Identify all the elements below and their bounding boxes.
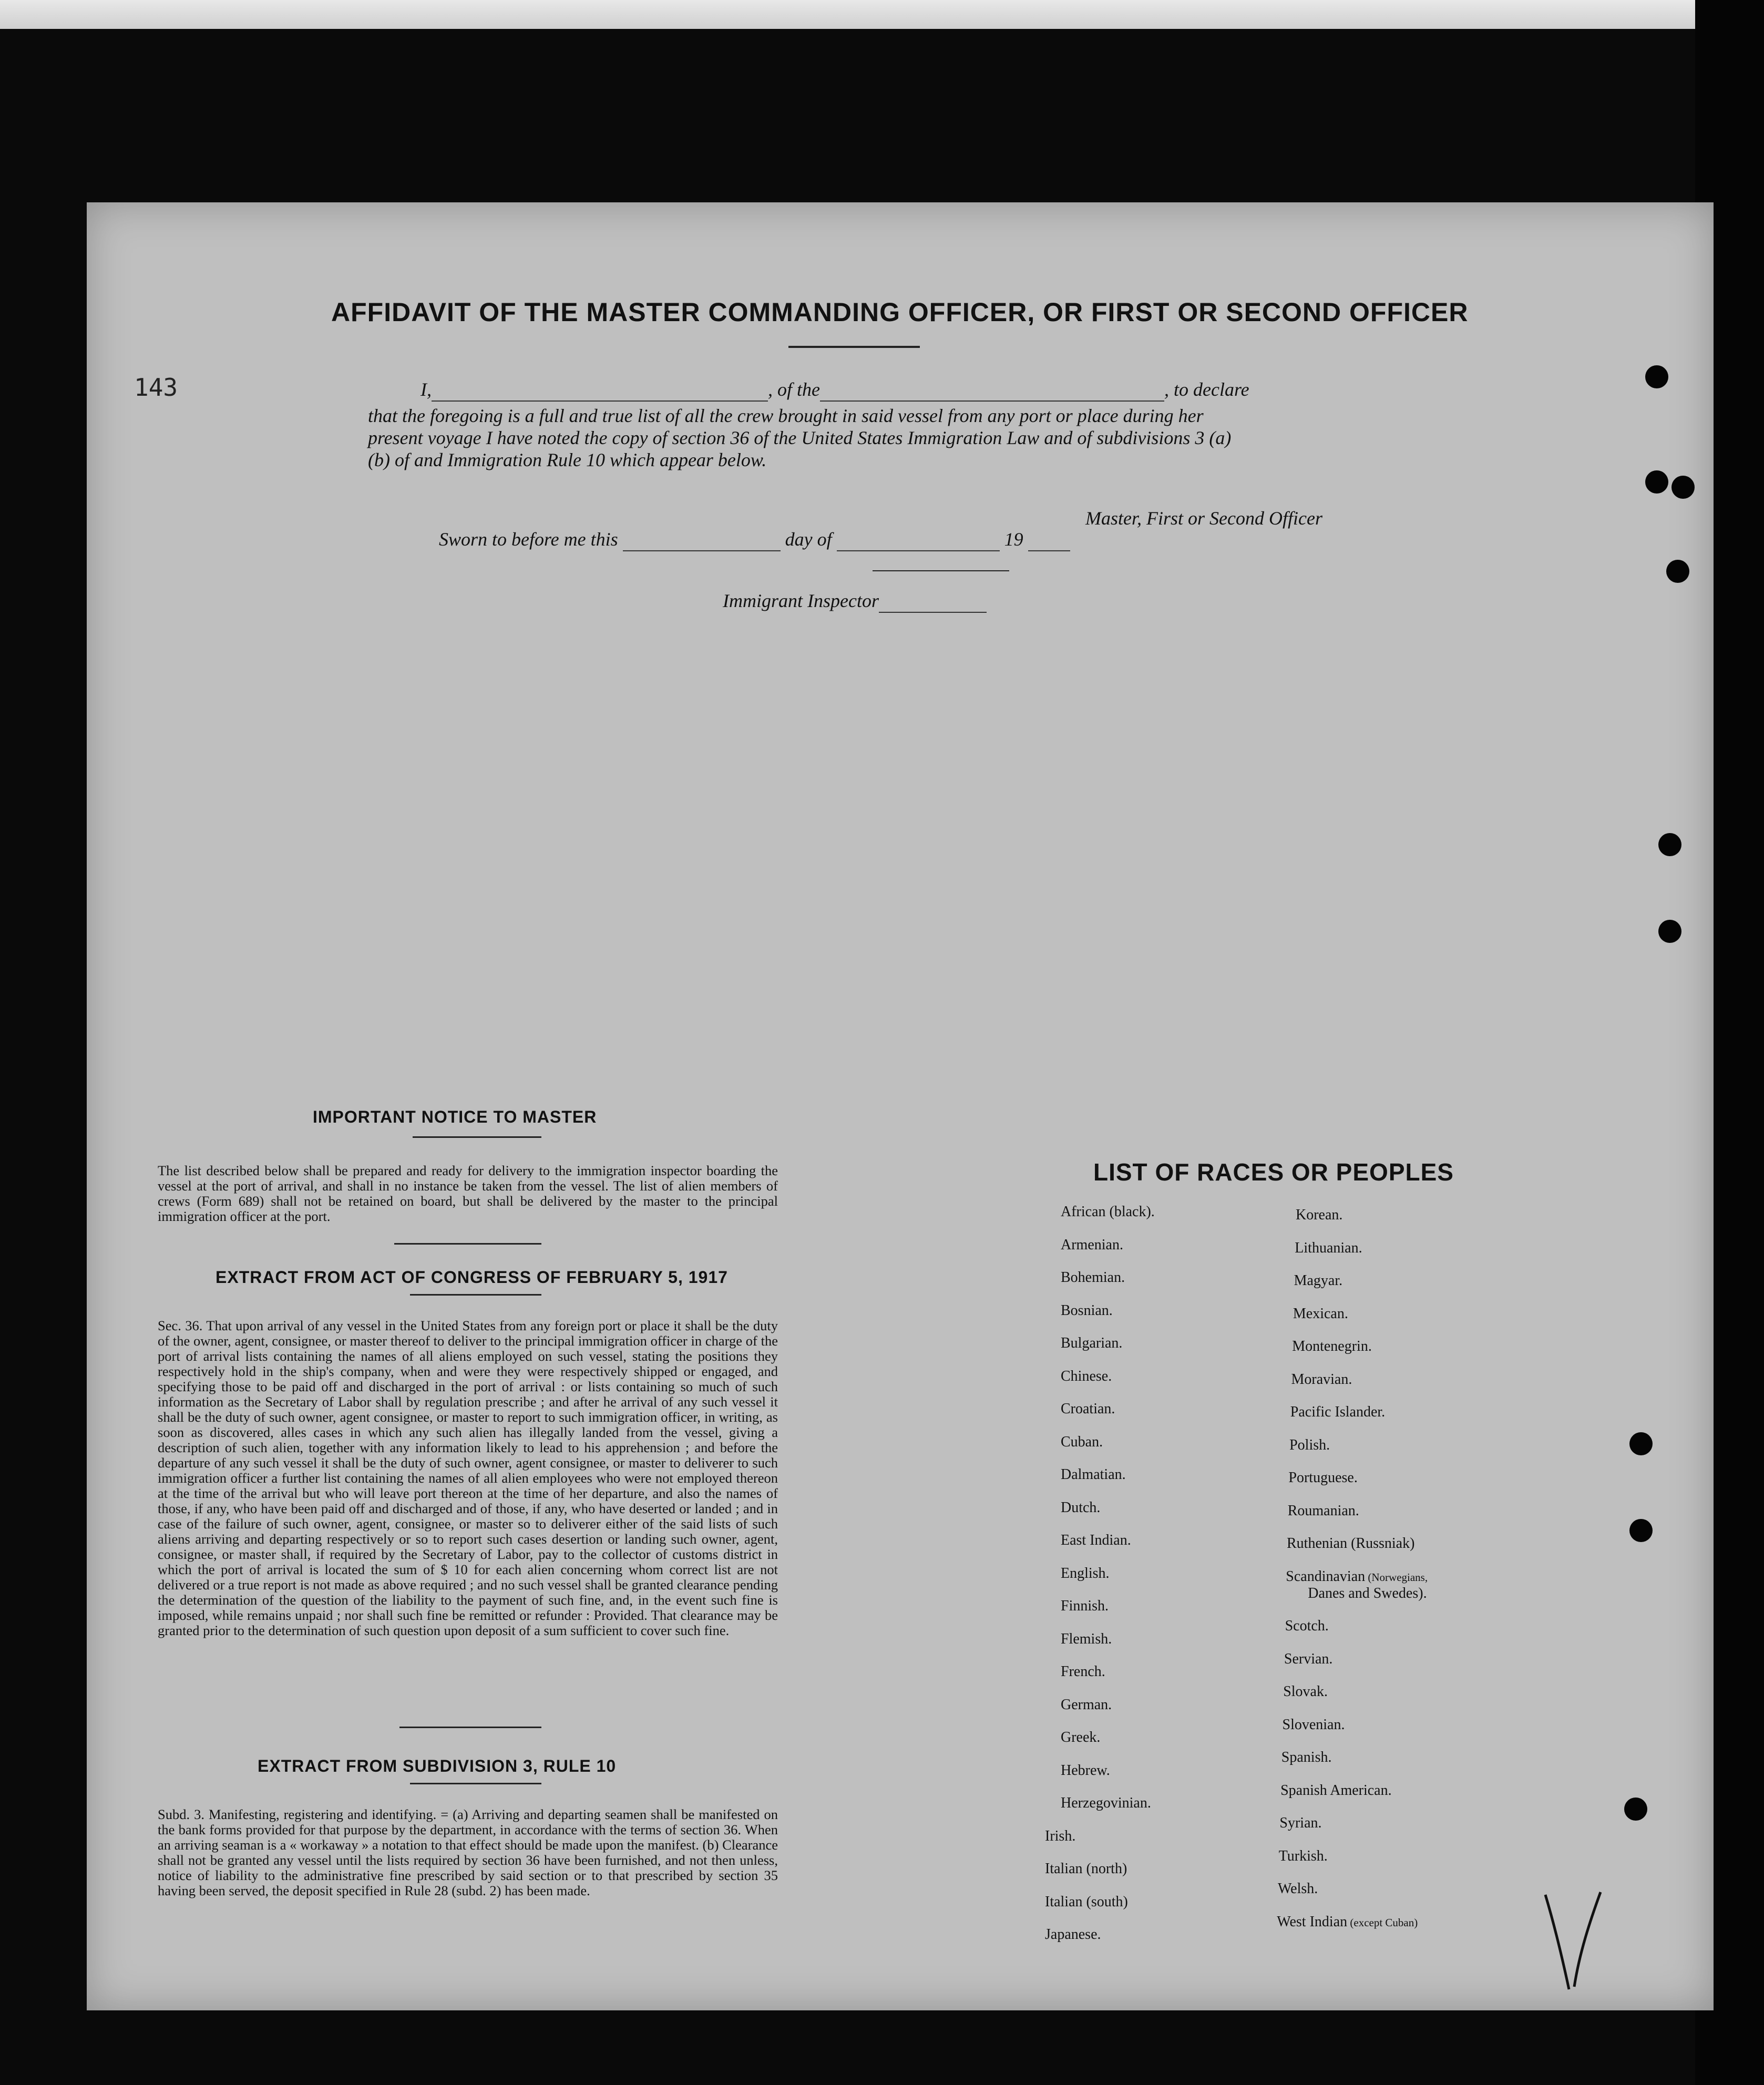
- sworn-line: [439, 528, 1070, 551]
- affidavit-to-declare: , to declare: [1164, 379, 1249, 400]
- race-label: Slovak.: [1283, 1683, 1328, 1700]
- handwritten-mark: [1537, 1889, 1611, 1995]
- race-label: Polish.: [1289, 1436, 1330, 1453]
- affidavit-title: AFFIDAVIT OF THE MASTER COMMANDING OFFICER, OR FIRST OR SECOND OFFICER: [331, 297, 1469, 327]
- affidavit-line1: [421, 378, 1249, 402]
- race-item: [1277, 1914, 1418, 1930]
- race-item: [1280, 1782, 1392, 1799]
- punch-hole: [1645, 365, 1668, 388]
- race-item: Finnish.: [1061, 1598, 1109, 1614]
- race-item: [1288, 1503, 1359, 1519]
- race-label: Magyar.: [1294, 1272, 1343, 1289]
- race-item: Armenian.: [1061, 1236, 1123, 1253]
- race-label: Welsh.: [1278, 1881, 1318, 1897]
- race-item: Chinese.: [1061, 1368, 1112, 1384]
- race-label: Spanish.: [1281, 1749, 1332, 1765]
- race-item: [1281, 1749, 1332, 1766]
- race-item: Irish.: [1045, 1827, 1076, 1844]
- day-of-label: day of: [785, 529, 832, 550]
- punch-hole: [1658, 833, 1681, 856]
- year-prefix: 19: [1004, 529, 1023, 550]
- race-item: Bulgarian.: [1061, 1335, 1123, 1351]
- punch-hole: [1629, 1519, 1653, 1542]
- race-item: Dutch.: [1061, 1499, 1101, 1516]
- race-item: [1278, 1881, 1318, 1897]
- punch-hole: [1645, 470, 1668, 494]
- master-signature-label: Master, First or Second Officer: [1085, 508, 1322, 529]
- race-note: (Norwegians,: [1365, 1570, 1428, 1584]
- race-label: West Indian: [1277, 1913, 1348, 1930]
- inspector-label: Immigrant Inspector: [723, 590, 879, 611]
- race-label: Roumanian.: [1287, 1502, 1359, 1519]
- race-item: Japanese.: [1045, 1926, 1101, 1943]
- race-label: Scandinavian: [1286, 1568, 1366, 1585]
- race-label: Korean.: [1296, 1207, 1343, 1223]
- race-item: Bosnian.: [1061, 1302, 1113, 1319]
- race-item: [1291, 1371, 1352, 1388]
- affidavit-line2: that the foregoing is a full and true list of all the crew brought in said vessel from any port or place during her: [368, 405, 1204, 426]
- rule10-heading: EXTRACT FROM SUBDIVISION 3, RULE 10: [258, 1757, 617, 1775]
- race-item: [1284, 1651, 1333, 1668]
- sworn-month-field[interactable]: [837, 528, 1000, 551]
- race-label: Scotch.: [1285, 1618, 1329, 1634]
- race-item: [1293, 1306, 1348, 1322]
- race-label: Turkish.: [1278, 1847, 1328, 1864]
- races-heading: LIST OF RACES OR PEOPLES: [1093, 1158, 1454, 1186]
- race-item: Bohemian.: [1061, 1269, 1125, 1286]
- race-label: Pacific Islander.: [1290, 1404, 1386, 1420]
- inspector-line: [723, 590, 987, 613]
- race-item: Dalmatian.: [1061, 1466, 1126, 1483]
- sworn-day-field[interactable]: [623, 528, 781, 551]
- act-heading: EXTRACT FROM ACT OF CONGRESS OF FEBRUARY 5, 1917: [216, 1268, 728, 1287]
- affidavit-line4: (b) of and Immigration Rule 10 which appear below.: [368, 449, 767, 470]
- race-label: Portuguese.: [1288, 1470, 1358, 1486]
- affidavit-i: I,: [421, 379, 432, 400]
- race-label: Ruthenian (Russniak): [1287, 1535, 1415, 1552]
- race-item: [1288, 1470, 1357, 1486]
- race-item: Croatian.: [1061, 1401, 1115, 1417]
- vessel-field[interactable]: [820, 378, 1164, 402]
- race-item: Hebrew.: [1061, 1762, 1110, 1779]
- race-item: [1287, 1535, 1414, 1552]
- race-item: [1285, 1618, 1329, 1635]
- act-rule: [410, 1294, 541, 1296]
- punch-hole: [1624, 1798, 1647, 1821]
- race-label: Montenegrin.: [1292, 1338, 1372, 1354]
- name-field[interactable]: [432, 378, 768, 402]
- race-item: [1279, 1848, 1328, 1865]
- rule10-rule: [410, 1783, 541, 1784]
- inspector-field[interactable]: [879, 590, 987, 613]
- race-label: Mexican.: [1293, 1305, 1348, 1322]
- race-item: African (black).: [1061, 1204, 1155, 1220]
- race-item: [1294, 1272, 1343, 1289]
- affidavit-of-the: , of the: [768, 379, 820, 400]
- race-item: [1283, 1717, 1345, 1733]
- affidavit-line3: present voyage I have noted the copy of section 36 of the United States Immigration Law and of subdivisions 3 (a): [368, 427, 1232, 448]
- race-label: Syrian.: [1279, 1815, 1322, 1831]
- film-top-strip: [0, 0, 1764, 29]
- punch-hole: [1666, 560, 1689, 583]
- act-text: Sec. 36. That upon arrival of any vessel in the United States from any foreign port or place it shall be the duty of the owner, agent, consignee, or master thereof to deliver to the principal immigration officer in charge of the port of arrival lists containing the names of all aliens employed on such vessel, stating the positions they respectively hold in the ship's company, when and were they were respectively shipped or engaged, and specifying those to be paid off and discharged in the port of arrival : or lists containing so much of such information as the Secretary of Labor shall by regulation prescribe ; and after he arrival of any such vessel it shall be the duty of such owner, agent consignee, or master to report to such immigration officer, in writing, as soon as discovered, alles cases in which any such alien has illegally landed from the vessel, giving a description of such alien, together with any information likely to lead to his apprehension ; and before the departure of any such vessel it shall be the duty of such owner, agent consignee, or master to deliverer to such immigration officer a further list containing the names of all alien employees who were not employed thereon at the time of the arrival but who will leave port thereon at the time of her departure, and also the names of those, if any, who have been paid off and discharged and of those, if any, who have deserted or landed ; and in case of the failure of such owner, agent, consignee, or master so to deliverer either of the said lists of such aliens arriving and departing respectively or so to report such cases desertion or landing such owner, agent, consignee, or master shall, if required by the Secretary of Labor, pay to the collector of customs district in which the port of arrival is located the sum of $ 10 for each alien concerning whom correct list are not delivered or a true report is not made as above required ; and no such vessel shall be granted clearance pending the determination of the question of the liability to the payment of such fine, and, in the event such fine is imposed, while remains unpaid ; nor shall such fine be remitted or refunder : Provided. That clearance may be granted prior to the determination of such question upon deposit of a sum sufficient to cover such fine.: [158, 1318, 778, 1638]
- race-item: French.: [1061, 1663, 1105, 1680]
- race-label: Servian.: [1284, 1650, 1333, 1667]
- race-label: Moravian.: [1291, 1371, 1352, 1388]
- notice-act-rule: [394, 1243, 541, 1245]
- race-item: Italian (south): [1045, 1893, 1128, 1910]
- race-item: [1290, 1404, 1385, 1421]
- race-label: Lithuanian.: [1295, 1239, 1362, 1256]
- race-item: [1283, 1683, 1328, 1700]
- rule10-text: Subd. 3. Manifesting, registering and identifying. = (a) Arriving and departing seamen shall be manifested on the bank forms provided for that purpose by the department, in accordance with the terms of section 36. When an arriving seaman is a « workaway » a notation to that effect should be made upon the manifest. (b) Clearance shall not be granted any vessel until the lists required by section 36 have been furnished, and not then unless, notice of liability to the administrative fine prescribed by said section or to that prescribed by section 35 having been served, the deposit specified in Rule 28 (subd. 2) has been made.: [158, 1806, 778, 1898]
- race-note-line2: Danes and Swedes).: [1308, 1585, 1427, 1601]
- race-label: Slovenian.: [1282, 1716, 1345, 1733]
- notice-text: The list described below shall be prepared and ready for delivery to the immigration inspector boarding the vessel at the port of arrival, and shall in no instance be taken from the vessel. The list of alien members of crews (Form 689) shall not be retained on board, but shall be delivered by the master to the principal immigration officer at the port.: [158, 1163, 778, 1224]
- bleed-through: [252, 273, 261, 310]
- race-item: German.: [1061, 1696, 1112, 1713]
- punch-hole: [1658, 920, 1681, 943]
- race-item: Flemish.: [1061, 1630, 1112, 1647]
- race-item: Cuban.: [1061, 1433, 1103, 1450]
- notice-heading: IMPORTANT NOTICE TO MASTER: [313, 1107, 597, 1126]
- race-item: [1289, 1437, 1330, 1454]
- notice-rule: [413, 1136, 541, 1138]
- document-page: [87, 202, 1714, 2010]
- race-item: [1292, 1338, 1372, 1355]
- officer-signature-line: [873, 570, 1009, 571]
- race-item: [1279, 1815, 1321, 1832]
- race-label: Spanish American.: [1280, 1782, 1392, 1799]
- punch-hole: [1671, 476, 1695, 499]
- sworn-label: Sworn to before me this: [439, 529, 618, 550]
- sworn-year-field[interactable]: [1028, 528, 1070, 551]
- race-item: Greek.: [1061, 1729, 1101, 1745]
- race-item: [1295, 1240, 1362, 1257]
- page-number: 143: [134, 373, 178, 402]
- race-item: East Indian.: [1061, 1532, 1131, 1548]
- race-item: Italian (north): [1045, 1861, 1127, 1877]
- punch-hole: [1629, 1432, 1653, 1455]
- title-underline: [788, 346, 920, 348]
- race-item: English.: [1061, 1565, 1110, 1581]
- race-item: [1296, 1207, 1342, 1224]
- race-item: [1286, 1568, 1428, 1602]
- race-note: (except Cuban): [1347, 1916, 1418, 1929]
- act-rule10-rule: [399, 1727, 541, 1728]
- race-item: Herzegovinian.: [1061, 1795, 1151, 1811]
